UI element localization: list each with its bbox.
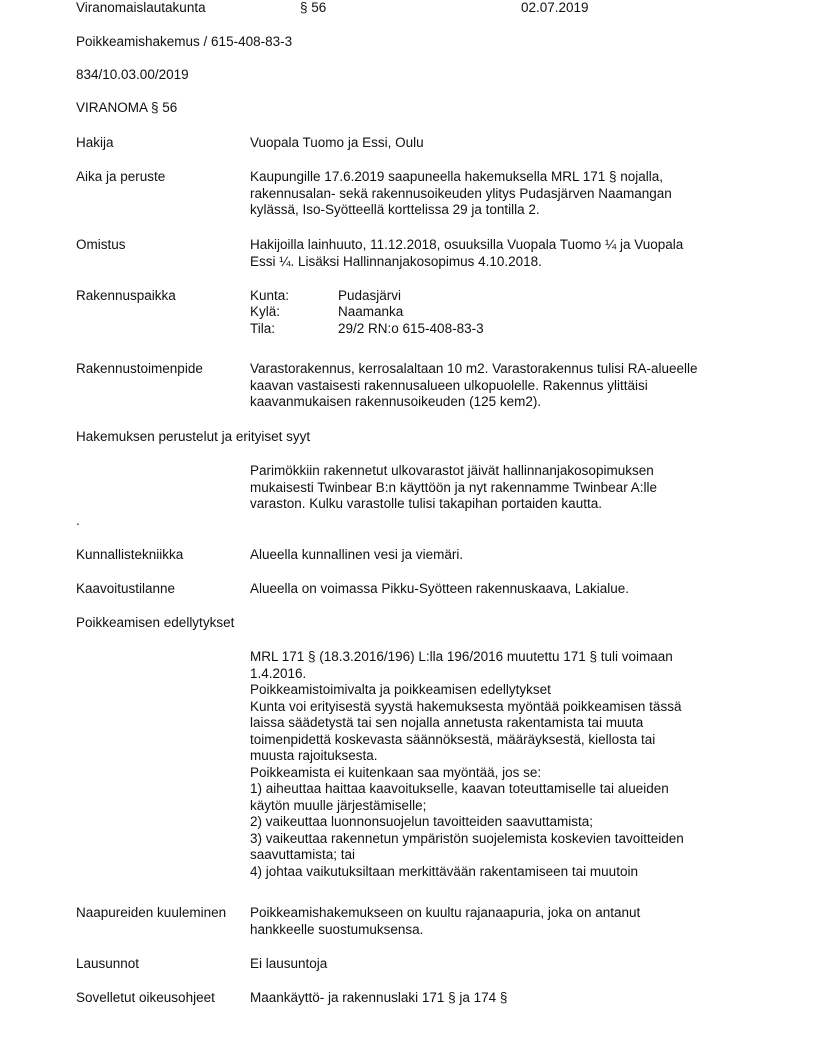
applied-law-value: Maankäyttö- ja rakennuslaki 171 § ja 174 § <box>250 990 508 1005</box>
applicant-label: Hakija <box>76 135 114 150</box>
statements-value: Ei lausuntoja <box>250 956 328 971</box>
text-line: 1.4.2016. <box>250 665 307 681</box>
grounds-label: Hakemuksen perustelut ja erityiset syyt <box>76 429 311 444</box>
utilities-value: Alueella kunnallinen vesi ja viemäri. <box>250 547 464 562</box>
utilities-label: Kunnallistekniikka <box>76 547 184 562</box>
text-line: Kaupungille 17.6.2019 saapuneella hakemuksella MRL 171 § nojalla, <box>250 169 664 184</box>
site-key: Tila: <box>250 321 276 336</box>
text-line: Parimökkiin rakennetut ulkovarastot jäivät hallinnanjakosopimuksen <box>250 463 654 478</box>
text-line: 4) johtaa vaikutuksiltaan merkittävään rakentamiseen tai muutoin <box>250 863 638 879</box>
site-key: Kunta: <box>250 288 290 303</box>
text-line: laissa säädetystä tai sen nojalla annetusta rakentamista tai muuta <box>250 715 644 730</box>
time-basis-label: Aika ja peruste <box>76 169 166 184</box>
ownership-text <box>250 237 750 270</box>
text-line: Poikkeamista ei kuitenkaan saa myöntää, jos se: <box>250 764 542 780</box>
text-line: 3) vaikeuttaa rakennetun ympäristön suojelemista koskevien tavoitteiden <box>250 830 684 846</box>
prerequisites-label: Poikkeamisen edellytykset <box>76 615 235 630</box>
text-line: Poikkeamishakemukseen on kuultu rajanaapuria, joka on antanut <box>250 905 641 920</box>
applicant-value: Vuopala Tuomo ja Essi, Oulu <box>250 135 424 150</box>
text-line: Kunta voi erityisestä syystä hakemuksesta myöntää poikkeamisen tässä <box>250 698 682 714</box>
text-line: muusta rajoituksesta. <box>250 748 378 763</box>
time-basis-text <box>250 169 750 219</box>
zoning-label: Kaavoitustilanne <box>76 581 176 596</box>
application-title: Poikkeamishakemus / 615-408-83-3 <box>76 34 293 49</box>
neighbors-text <box>250 905 750 938</box>
text-line: MRL 171 § (18.3.2016/196) L:lla 196/2016 muutettu 171 § tuli voimaan <box>250 649 673 664</box>
text-line: 1) aiheuttaa haittaa kaavoitukselle, kaavan toteuttamiselle tai alueiden <box>250 781 669 796</box>
measure-text <box>250 361 750 411</box>
site-value: Naamanka <box>338 304 404 319</box>
site-key: Kylä: <box>250 304 281 319</box>
text-line: Varastorakennus, kerrosalaltaan 10 m2. Varastorakennus tulisi RA-alueelle <box>250 361 698 376</box>
record-number: 834/10.03.00/2019 <box>76 67 189 82</box>
header-date: 02.07.2019 <box>521 0 589 15</box>
text-line: kaavanmukaisen rakennusoikeuden (125 kem2). <box>250 394 542 409</box>
authority-section: VIRANOMA § 56 <box>76 100 178 115</box>
text-line: mukaisesti Twinbear B:n käyttöön ja nyt rakennamme Twinbear A:lle <box>250 479 657 495</box>
prerequisites-text <box>250 649 750 880</box>
building-site-label: Rakennuspaikka <box>76 288 176 303</box>
text-line: saavuttamista; tai <box>250 847 356 862</box>
header-section: § 56 <box>300 0 327 15</box>
site-value: 29/2 RN:o 615-408-83-3 <box>338 321 484 336</box>
ownership-label: Omistus <box>76 237 126 252</box>
text-line: toimenpidettä koskevasta säännöksestä, määräyksestä, kiellosta tai <box>250 731 656 747</box>
neighbors-label: Naapureiden kuuleminen <box>76 905 227 920</box>
applied-law-label: Sovelletut oikeusohjeet <box>76 990 215 1005</box>
text-line: hankkeelle suostumuksensa. <box>250 921 424 937</box>
text-line: rakennusalan- sekä rakennusoikeuden ylitys Pudasjärven Naamangan <box>250 185 672 201</box>
text-line: varaston. Kulku varastolle tulisi takapihan portaiden kautta. <box>250 496 602 511</box>
measure-label: Rakennustoimenpide <box>76 361 203 376</box>
text-line: 2) vaikeuttaa luonnonsuojelun tavoitteiden saavuttamista; <box>250 814 593 829</box>
grounds-text <box>250 463 750 513</box>
text-line: käytön muulle järjestämiselle; <box>250 797 427 813</box>
stray-mark: . <box>76 513 80 528</box>
text-line: Poikkeamistoimivalta ja poikkeamisen edellytykset <box>250 682 551 697</box>
statements-label: Lausunnot <box>76 956 140 971</box>
zoning-value: Alueella on voimassa Pikku-Syötteen rakennuskaava, Lakialue. <box>250 581 629 596</box>
text-line: Hakijoilla lainhuuto, 11.12.2018, osuuksilla Vuopala Tuomo ¼ ja Vuopala <box>250 237 684 252</box>
text-line: kylässä, Iso-Syötteellä korttelissa 29 ja tontilla 2. <box>250 202 540 217</box>
site-value: Pudasjärvi <box>338 288 402 303</box>
text-line: Essi ¼. Lisäksi Hallinnanjakosopimus 4.10.2018. <box>250 253 542 269</box>
text-line: kaavan vastaisesti rakennusalueen ulkopuolelle. Rakennus ylittäisi <box>250 377 648 393</box>
header-organization: Viranomaislautakunta <box>76 0 206 15</box>
